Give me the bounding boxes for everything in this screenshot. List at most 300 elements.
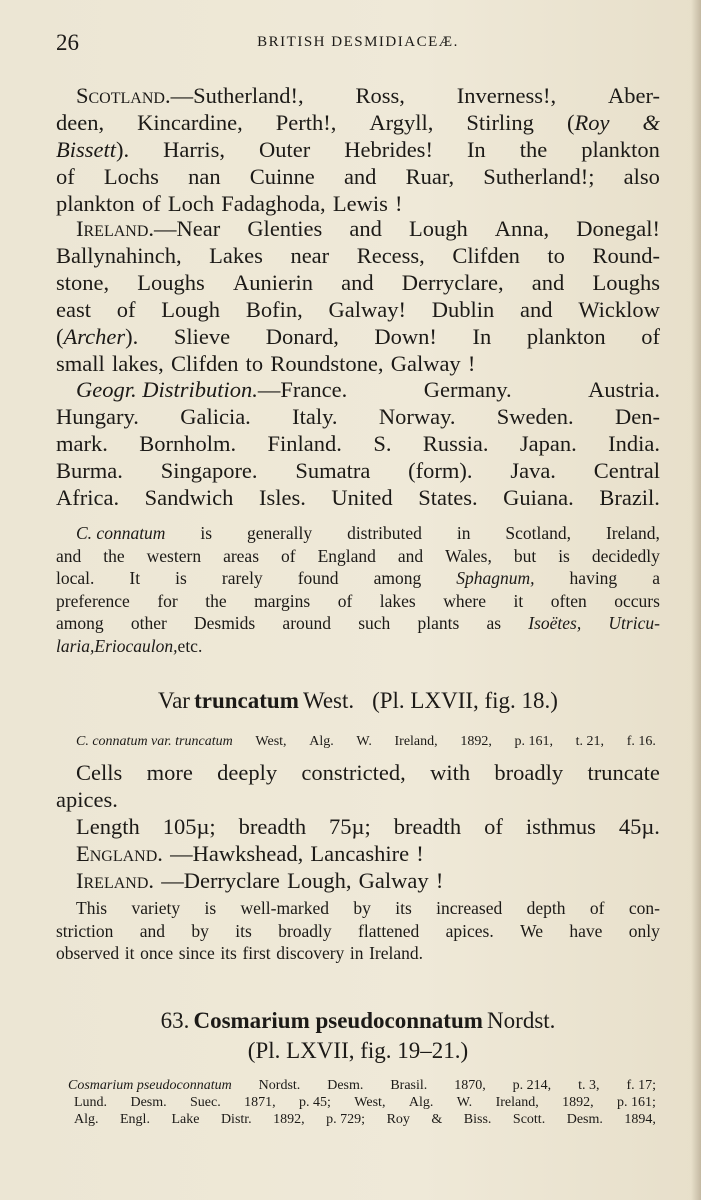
- word: 1892,: [460, 734, 492, 749]
- word: its: [395, 898, 412, 918]
- word: Alg.: [74, 1112, 99, 1127]
- word: and: [397, 545, 424, 566]
- word: Lake: [171, 1112, 200, 1127]
- word: &: [642, 110, 660, 135]
- word: distributed: [347, 523, 422, 543]
- word: truncate: [587, 760, 660, 785]
- word: Lancashire: [310, 841, 410, 866]
- word: Slieve: [173, 324, 231, 349]
- word: Down!: [374, 324, 437, 349]
- word: Loch: [167, 191, 215, 216]
- word: We: [520, 920, 543, 941]
- text-line: [56, 568, 660, 591]
- word: and: [343, 164, 377, 189]
- variety-description: [56, 760, 660, 895]
- word: Scott.: [512, 1112, 546, 1127]
- variety-author: West.: [302, 688, 355, 713]
- word: plankton: [581, 137, 660, 162]
- word: having: [569, 568, 618, 588]
- word: W.: [356, 734, 372, 749]
- heading-line: [56, 688, 660, 718]
- text-line: [56, 921, 660, 944]
- word: it: [124, 943, 135, 963]
- word: of: [141, 191, 161, 216]
- word: Argyll,: [369, 110, 434, 135]
- word: Loughs: [592, 270, 660, 295]
- word: Fadaghoda,: [221, 191, 326, 216]
- word: C. connatum: [76, 523, 166, 543]
- word: Galway: [358, 868, 429, 893]
- citation-line: [74, 1112, 656, 1129]
- text-line: [56, 841, 660, 868]
- word: and: [349, 216, 382, 241]
- word: by: [191, 920, 209, 941]
- word: Galway!: [328, 297, 406, 322]
- word: Russia.: [422, 431, 489, 456]
- word: Cosmarium pseudoconnatum: [68, 1078, 232, 1093]
- word: Ireland.—Near: [76, 216, 221, 241]
- word: Stirling: [466, 110, 534, 135]
- word: Biss.: [463, 1112, 492, 1127]
- word: Wales,: [445, 545, 492, 566]
- word: Java.: [510, 458, 556, 483]
- text-line: [56, 191, 660, 218]
- word: Geogr. Distribution.—France.: [76, 377, 348, 402]
- word: West,: [354, 1095, 386, 1110]
- word: p. 161,: [514, 734, 553, 749]
- word: and: [531, 270, 565, 295]
- word: Scotland.—Sutherland!,: [76, 83, 304, 108]
- word: !: [435, 868, 444, 893]
- word: depth: [526, 898, 566, 918]
- word: is: [200, 523, 213, 543]
- variety-citation: [76, 734, 656, 750]
- word: Glenties: [247, 216, 323, 241]
- word: and: [341, 270, 374, 295]
- word: Sphagnum,: [456, 568, 535, 588]
- word: Nordst.: [258, 1078, 301, 1093]
- word: Sandwich: [144, 485, 234, 510]
- variety-name: truncatum: [194, 688, 299, 713]
- word: of: [641, 324, 660, 349]
- word: Suec.: [190, 1095, 221, 1110]
- word: Aber-: [607, 83, 660, 108]
- word: Cells: [76, 760, 123, 785]
- word: Alg.: [408, 1095, 434, 1110]
- word: Isoëtes,: [528, 613, 582, 633]
- word: Galicia.: [180, 404, 251, 429]
- word: Donard,: [265, 324, 339, 349]
- word: laria,: [56, 635, 95, 656]
- word: stone,: [56, 270, 110, 295]
- word: for: [157, 590, 178, 611]
- word: Isles.: [258, 485, 306, 510]
- word: Ireland. —Derryclare: [76, 868, 280, 893]
- word: Ireland,: [495, 1095, 539, 1110]
- word: Desmids: [193, 613, 256, 633]
- word: and: [139, 920, 166, 941]
- word: 45µ.: [618, 814, 660, 839]
- text-line: [56, 324, 660, 351]
- word: breadth: [238, 814, 307, 839]
- word: but: [513, 545, 537, 566]
- word: also: [623, 164, 660, 189]
- plate-reference: (Pl. LXVII, fig. 18.): [372, 688, 558, 713]
- word: Utricu-: [608, 613, 660, 633]
- text-line: [56, 110, 660, 137]
- word: Aunierin: [232, 270, 313, 295]
- word: variety: [131, 898, 181, 918]
- word: It: [129, 568, 141, 588]
- word: Round-: [592, 243, 660, 268]
- species-author: Nordst.: [487, 1008, 556, 1033]
- text-line: [56, 83, 660, 110]
- text-line: [56, 351, 660, 378]
- word: p. 45;: [299, 1095, 331, 1110]
- word: Japan.: [519, 431, 577, 456]
- word: Brasil.: [390, 1078, 428, 1093]
- word: Lakes: [209, 243, 263, 268]
- word: Hebrides!: [344, 137, 433, 162]
- word: often: [550, 590, 587, 611]
- word: first: [242, 943, 271, 963]
- text-line: [56, 787, 660, 814]
- word: found: [297, 568, 339, 588]
- word: of: [337, 590, 353, 611]
- word: occurs: [614, 590, 660, 611]
- word: Ruar,: [405, 164, 455, 189]
- word: Desm.: [130, 1095, 167, 1110]
- word: Brazil.: [599, 485, 660, 510]
- word: C. connatum var. truncatum: [76, 734, 233, 749]
- word: Wicklow: [578, 297, 660, 322]
- text-line: [56, 164, 660, 191]
- text-line: [56, 270, 660, 297]
- word: of: [116, 297, 136, 322]
- word: where: [443, 590, 487, 611]
- word: lakes,: [111, 351, 164, 376]
- variety-heading: [56, 688, 660, 718]
- word: to: [245, 351, 264, 376]
- word: 1892,: [562, 1095, 594, 1110]
- word: deeply: [217, 760, 278, 785]
- word: Lewis: [332, 191, 388, 216]
- text-line: [56, 760, 660, 787]
- text-line: [56, 458, 660, 485]
- variety-note: [56, 898, 660, 966]
- word: mark.: [56, 431, 108, 456]
- word: is: [558, 545, 570, 566]
- text-line: [56, 943, 660, 966]
- text-line: [56, 898, 660, 921]
- word: Perth!,: [275, 110, 337, 135]
- word: con-: [628, 898, 660, 918]
- word: Distr.: [220, 1112, 252, 1127]
- word: Burma.: [56, 458, 123, 483]
- word: Den-: [614, 404, 660, 429]
- word: Germany.: [423, 377, 512, 402]
- word: the: [205, 590, 227, 611]
- word: p. 161;: [617, 1095, 656, 1110]
- word: Scotland,: [505, 523, 572, 543]
- word: This: [76, 898, 108, 918]
- word: t. 21,: [575, 734, 605, 749]
- word: to: [547, 243, 565, 268]
- species-number: 63.: [160, 1008, 190, 1033]
- word: Outer: [258, 137, 311, 162]
- word: other: [130, 613, 167, 633]
- citation-line: [76, 734, 656, 750]
- text-line: [56, 636, 660, 659]
- word: of: [56, 164, 75, 189]
- word: and: [56, 545, 82, 566]
- word: S.: [373, 431, 392, 456]
- word: (Roy: [566, 110, 610, 135]
- word: Recess,: [356, 243, 425, 268]
- word: Bornholm.: [139, 431, 237, 456]
- word: isthmus: [525, 814, 596, 839]
- word: plankton: [56, 191, 135, 216]
- word: !: [416, 841, 424, 866]
- text-line: [56, 404, 660, 431]
- word: Derryclare,: [401, 270, 504, 295]
- word: 1894,: [624, 1112, 656, 1127]
- word: as: [486, 613, 502, 633]
- word: Harris,: [163, 137, 225, 162]
- word: 1892,: [273, 1112, 305, 1127]
- word: and: [520, 297, 553, 322]
- word: Loughs: [137, 270, 205, 295]
- word: broadly: [494, 760, 564, 785]
- word: apices.: [445, 920, 494, 941]
- word: local.: [56, 568, 95, 588]
- word: decidedly: [591, 545, 660, 566]
- word: Guiana.: [503, 485, 574, 510]
- species-name: Cosmarium pseudoconnatum: [193, 1008, 483, 1033]
- word: Clifden: [452, 243, 520, 268]
- word: Desm.: [327, 1078, 364, 1093]
- citation-line: [74, 1095, 656, 1112]
- word: Norway.: [378, 404, 456, 429]
- word: have: [569, 920, 603, 941]
- word: Lough: [161, 297, 221, 322]
- word: Finland.: [267, 431, 342, 456]
- text-line: [56, 377, 660, 404]
- word: plankton: [526, 324, 606, 349]
- variety-prefix: Var: [158, 688, 190, 713]
- word: Galway: [390, 351, 461, 376]
- word: West,: [255, 734, 287, 749]
- word: etc.: [177, 635, 203, 656]
- word: broadly: [278, 920, 332, 941]
- word: its: [235, 920, 252, 941]
- word: Dublin: [431, 297, 495, 322]
- word: 1870,: [454, 1078, 486, 1093]
- word: Ireland.: [369, 943, 424, 963]
- word: In: [466, 137, 486, 162]
- word: England: [317, 545, 376, 566]
- word: Singapore.: [160, 458, 258, 483]
- word: Ireland,: [394, 734, 438, 749]
- word: observed: [56, 943, 120, 963]
- paragraph-note: [56, 523, 660, 658]
- word: Roy: [386, 1112, 410, 1127]
- text-line: [56, 216, 660, 243]
- word: is: [204, 898, 217, 918]
- word: 75µ;: [329, 814, 371, 839]
- text-line: [56, 297, 660, 324]
- word: Sumatra: [295, 458, 371, 483]
- word: 105µ;: [162, 814, 216, 839]
- text-line: [56, 613, 660, 636]
- heading-line: [56, 1008, 660, 1038]
- word: the: [519, 137, 548, 162]
- word: in: [349, 943, 364, 963]
- word: more: [146, 760, 193, 785]
- word: with: [430, 760, 471, 785]
- text-line: [56, 523, 660, 546]
- text-line: [56, 243, 660, 270]
- page-edge-shadow: [691, 0, 701, 1200]
- running-title: BRITISH DESMIDIACEÆ.: [257, 34, 459, 50]
- word: around: [282, 613, 332, 633]
- word: small: [56, 351, 105, 376]
- word: Sweden.: [496, 404, 574, 429]
- word: its: [220, 943, 237, 963]
- word: England. —Hawkshead,: [76, 841, 304, 866]
- word: Africa.: [56, 485, 120, 510]
- word: once: [140, 943, 174, 963]
- word: by: [353, 898, 371, 918]
- text-line: [56, 546, 660, 569]
- word: striction: [56, 920, 114, 941]
- paragraph-ireland: [56, 216, 660, 378]
- word: Lochs: [103, 164, 159, 189]
- word: Desm.: [566, 1112, 603, 1127]
- word: Lough: [408, 216, 468, 241]
- word: India.: [608, 431, 660, 456]
- word: east: [56, 297, 91, 322]
- text-line: [56, 137, 660, 164]
- word: rarely: [221, 568, 263, 588]
- word: p. 214,: [512, 1078, 552, 1093]
- word: flattened: [358, 920, 420, 941]
- word: (Archer).: [56, 324, 139, 349]
- word: Inverness!,: [456, 83, 557, 108]
- plate-reference: (Pl. LXVII, fig. 19–21.): [247, 1038, 469, 1063]
- word: Austria.: [588, 377, 660, 402]
- word: In: [472, 324, 492, 349]
- word: Ballynahinch,: [56, 243, 182, 268]
- page-header: [56, 30, 660, 56]
- word: of: [281, 545, 296, 566]
- word: areas: [223, 545, 260, 566]
- word: Hungary.: [56, 404, 139, 429]
- word: Kincardine,: [137, 110, 243, 135]
- word: Sutherland!;: [483, 164, 595, 189]
- paragraph-distribution: [56, 377, 660, 512]
- word: Ross,: [355, 83, 405, 108]
- word: among: [56, 613, 104, 633]
- word: nan: [188, 164, 221, 189]
- word: a: [652, 568, 660, 588]
- word: Cuinne: [249, 164, 315, 189]
- word: Roundstone,: [270, 351, 384, 376]
- text-line: [56, 485, 660, 512]
- word: Engl.: [120, 1112, 150, 1127]
- species-citation: [68, 1078, 656, 1129]
- word: preference: [56, 590, 130, 611]
- page-number: 26: [56, 30, 79, 55]
- word: Lund.: [74, 1095, 108, 1110]
- text-line: [56, 591, 660, 614]
- word: such: [358, 613, 391, 633]
- word: United: [331, 485, 393, 510]
- word: Anna,: [494, 216, 550, 241]
- word: near: [290, 243, 330, 268]
- word: apices.: [56, 787, 118, 812]
- word: the: [103, 545, 125, 566]
- word: !: [395, 191, 403, 216]
- word: only: [628, 920, 660, 941]
- word: deen,: [56, 110, 105, 135]
- word: increased: [436, 898, 503, 918]
- word: f. 17;: [626, 1078, 656, 1093]
- word: f. 16.: [626, 734, 656, 749]
- word: &: [431, 1112, 443, 1127]
- word: breadth: [393, 814, 462, 839]
- text-line: [56, 814, 660, 841]
- word: lakes: [379, 590, 416, 611]
- heading-line: [56, 1038, 660, 1068]
- word: western: [146, 545, 202, 566]
- word: of: [484, 814, 503, 839]
- word: margins: [254, 590, 311, 611]
- word: of: [589, 898, 605, 918]
- word: discovery: [276, 943, 345, 963]
- word: 1871,: [244, 1095, 276, 1110]
- text-line: [56, 868, 660, 895]
- word: generally: [247, 523, 313, 543]
- word: among: [373, 568, 422, 588]
- species-heading: [56, 1008, 660, 1068]
- word: Ireland,: [605, 523, 660, 543]
- word: Bofin,: [245, 297, 303, 322]
- word: plants: [417, 613, 460, 633]
- word: p. 729;: [326, 1112, 366, 1127]
- word: States.: [418, 485, 478, 510]
- word: Bissett).: [56, 137, 130, 162]
- word: it: [513, 590, 524, 611]
- text-line: [56, 431, 660, 458]
- word: t. 3,: [578, 1078, 600, 1093]
- citation-line: [68, 1078, 656, 1095]
- word: constricted,: [301, 760, 406, 785]
- word: Length: [76, 814, 140, 839]
- word: W.: [456, 1095, 473, 1110]
- word: !: [467, 351, 476, 376]
- word: Clifden: [170, 351, 239, 376]
- word: Lough,: [287, 868, 352, 893]
- word: in: [456, 523, 471, 543]
- word: since: [178, 943, 215, 963]
- word: Donegal!: [576, 216, 660, 241]
- word: Eriocaulon,: [94, 635, 178, 656]
- word: Italy.: [292, 404, 338, 429]
- word: Central: [593, 458, 660, 483]
- word: (form).: [408, 458, 473, 483]
- word: well-marked: [240, 898, 329, 918]
